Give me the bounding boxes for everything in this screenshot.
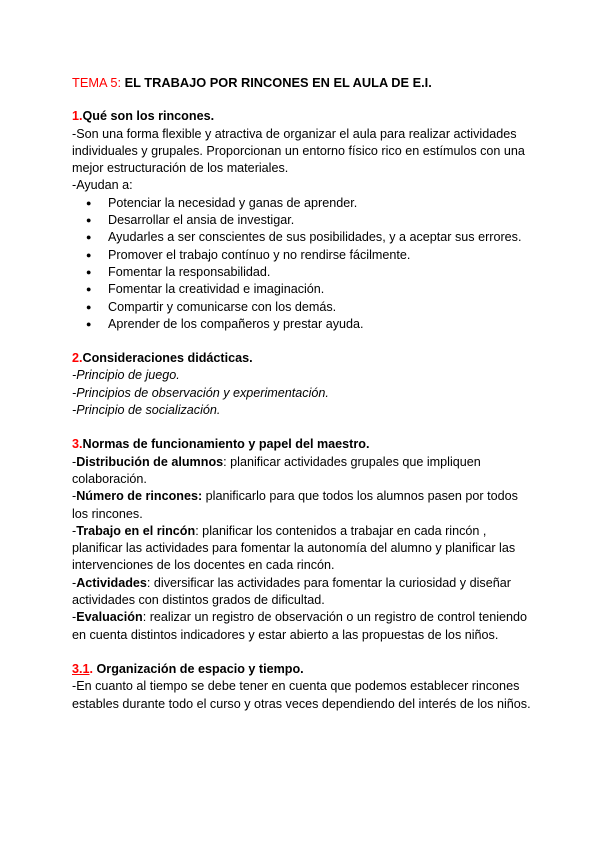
- section-1-title: Qué son los rincones.: [82, 109, 215, 124]
- title-text: EL TRABAJO POR RINCONES EN EL AULA DE E.I.: [121, 75, 432, 90]
- section-3-item: -Evaluación: realizar un registro de observación o un registro de control teniendo en cuenta distintos indicadores y estar abierto a las propuestas de los niños.: [72, 610, 528, 642]
- list-item: ● Fomentar la creatividad e imaginación.: [108, 281, 532, 298]
- item-label: Trabajo en el rincón: [76, 523, 196, 538]
- document-page: [72, 74, 532, 713]
- document-title: [72, 74, 532, 91]
- section-3-1-paragraph: -En cuanto al tiempo se debe tener en cuenta que podemos establecer rincones estables durante todo el curso y otras veces dependiendo del interés de los niños.: [72, 679, 531, 711]
- section-1-number: 1.: [72, 109, 83, 124]
- list-item: ● Fomentar la responsabilidad.: [108, 264, 532, 281]
- section-1-heading: [72, 108, 532, 125]
- section-2-item: -Principio de juego.: [72, 368, 180, 383]
- section-3-title: Normas de funcionamiento y papel del maestro.: [82, 437, 370, 452]
- section-2-item: -Principios de observación y experimentación.: [72, 385, 329, 400]
- section-3-item: -Trabajo en el rincón: planificar los contenidos a trabajar en cada rincón , planificar las actividades para fomentar la autonomía del alumno y planificar las intervenciones de los docentes en cada rincón.: [72, 523, 516, 573]
- section-3-1-heading: [72, 661, 532, 678]
- section-1-intro: -Ayudan a:: [72, 178, 133, 193]
- section-3-1-number: 3.1: [72, 661, 90, 676]
- item-label: Evaluación: [76, 610, 143, 625]
- title-prefix: TEMA 5:: [72, 75, 122, 90]
- section-3-item: -Número de rincones: planificarlo para que todos los alumnos pasen por todos los rincones.: [72, 489, 518, 521]
- list-item: ● Promover el trabajo contínuo y no rendirse fácilmente.: [108, 247, 532, 264]
- list-item: ● Aprender de los compañeros y prestar ayuda.: [108, 316, 532, 333]
- section-2-item: -Principio de socialización.: [72, 403, 221, 418]
- section-3-item: -Distribución de alumnos: planificar actividades grupales que impliquen colaboración.: [72, 454, 481, 486]
- section-2-title: Consideraciones didácticas.: [82, 351, 253, 366]
- section-3-1-title: Organización de espacio y tiempo.: [93, 661, 304, 676]
- section-3-heading: [72, 436, 532, 453]
- section-1-bullet-list: [72, 195, 532, 333]
- section-2-number: 2.: [72, 351, 83, 366]
- section-2-heading: [72, 350, 532, 367]
- list-item: ● Potenciar la necesidad y ganas de aprender.: [108, 195, 532, 212]
- section-3-1-dot: .: [89, 661, 94, 676]
- section-3-number: 3.: [72, 437, 83, 452]
- item-label: Distribución de alumnos: [76, 454, 224, 469]
- section-3-item: -Actividades: diversificar las actividades para fomentar la curiosidad y diseñar actividades con distintos grados de dificultad.: [72, 575, 511, 608]
- item-label: Actividades: [76, 575, 147, 590]
- list-item: ● Ayudarles a ser conscientes de sus posibilidades, y a aceptar sus errores.: [108, 229, 532, 246]
- list-item: ● Desarrollar el ansia de investigar.: [108, 212, 532, 229]
- section-1-paragraph: -Son una forma flexible y atractiva de organizar el aula para realizar actividades individuales y grupales. Proporcionan un entorno físico rico en estímulos con una mejor estructuración de los materiales.: [72, 126, 525, 176]
- list-item: ● Compartir y comunicarse con los demás.: [108, 299, 532, 316]
- item-label: Número de rincones:: [76, 489, 203, 504]
